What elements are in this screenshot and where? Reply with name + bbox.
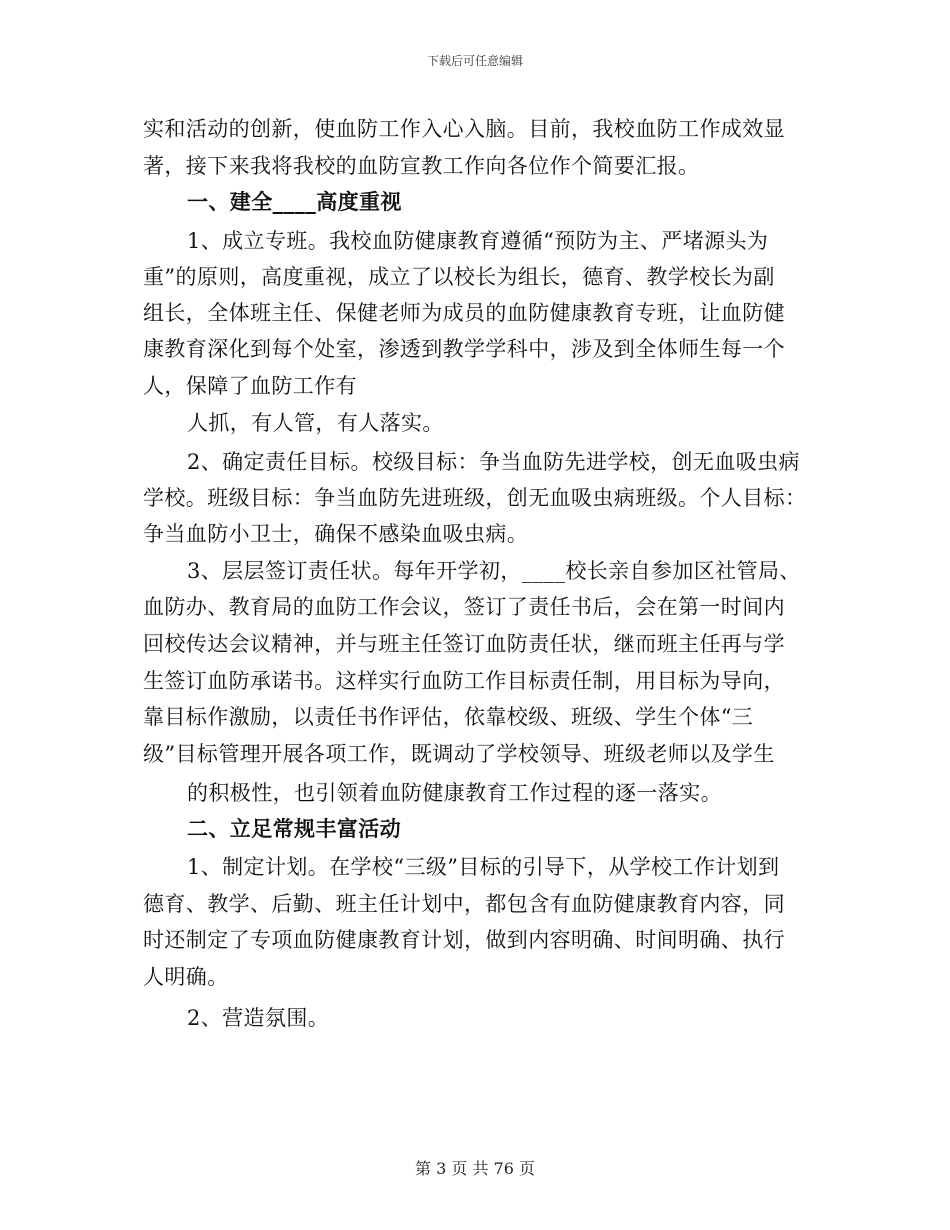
paragraph-first-line: 人抓，有人管，有人落实。: [187, 411, 444, 435]
body-line: 血防办、教育局的血防工作会议，签订了责任书后，会在第一时间内: [143, 595, 785, 619]
paragraph-first-line: 2、确定责任目标。校级目标：争当血防先进学校，创无血吸虫病: [187, 450, 800, 474]
section-heading: 二、立足常规丰富活动: [187, 816, 401, 841]
page-footer: 第 3 页 共 76 页: [415, 1159, 535, 1178]
paragraph-first-line: 的积极性，也引领着血防健康教育工作过程的逐一落实。: [187, 781, 722, 805]
body-line: 人，保障了血防工作有: [143, 374, 357, 398]
body-line: 人明确。: [143, 965, 229, 989]
body-line: 重”的原则，高度重视，成立了以校长为组长，德育、教学校长为副: [143, 265, 775, 289]
body-line: 康教育深化到每个处室，渗透到教学学科中，涉及到全体师生每一个: [143, 337, 785, 361]
body-line: 时还制定了专项血防健康教育计划，做到内容明确、时间明确、执行: [143, 928, 785, 952]
body-line: 实和活动的创新，使血防工作入心入脑。目前，我校血防工作成效显: [143, 117, 785, 141]
body-line: 德育、教学、后勤、班主任计划中，都包含有血防健康教育内容，同: [143, 892, 785, 916]
paragraph-first-line: 1、制定计划。在学校“三级”目标的引导下，从学校工作计划到: [187, 855, 780, 879]
body-line: 学校。班级目标：争当血防先进班级，创无血吸虫病班级。个人目标：: [143, 486, 807, 510]
section-heading: 一、建全____高度重视: [187, 189, 402, 214]
body-line: 组长，全体班主任、保健老师为成员的血防健康教育专班，让血防健: [143, 301, 785, 325]
body-line: 争当血防小卫士，确保不感染血吸虫病。: [143, 522, 529, 546]
body-line: 级”目标管理开展各项工作，既调动了学校领导、班级老师以及学生: [143, 742, 775, 766]
body-line: 著，接下来我将我校的血防宣教工作向各位作个简要汇报。: [143, 154, 700, 178]
body-line: 靠目标作激励，以责任书作评估，依靠校级、班级、学生个体“三: [143, 705, 754, 729]
paragraph-first-line: 2、营造氛围。: [187, 1006, 330, 1030]
paragraph-first-line: 3、层层签订责任状。每年开学初，____校长亲自参加区社管局、: [187, 559, 801, 583]
page-header: 下载后可任意编辑: [426, 54, 523, 68]
paragraph-first-line: 1、成立专班。我校血防健康教育遵循“预防为主、严堵源头为: [187, 229, 769, 253]
body-line: 生签订血防承诺书。这样实行血防工作目标责任制，用目标为导向，: [143, 669, 785, 693]
body-line: 回校传达会议精神，并与班主任签订血防责任状，继而班主任再与学: [143, 632, 785, 656]
